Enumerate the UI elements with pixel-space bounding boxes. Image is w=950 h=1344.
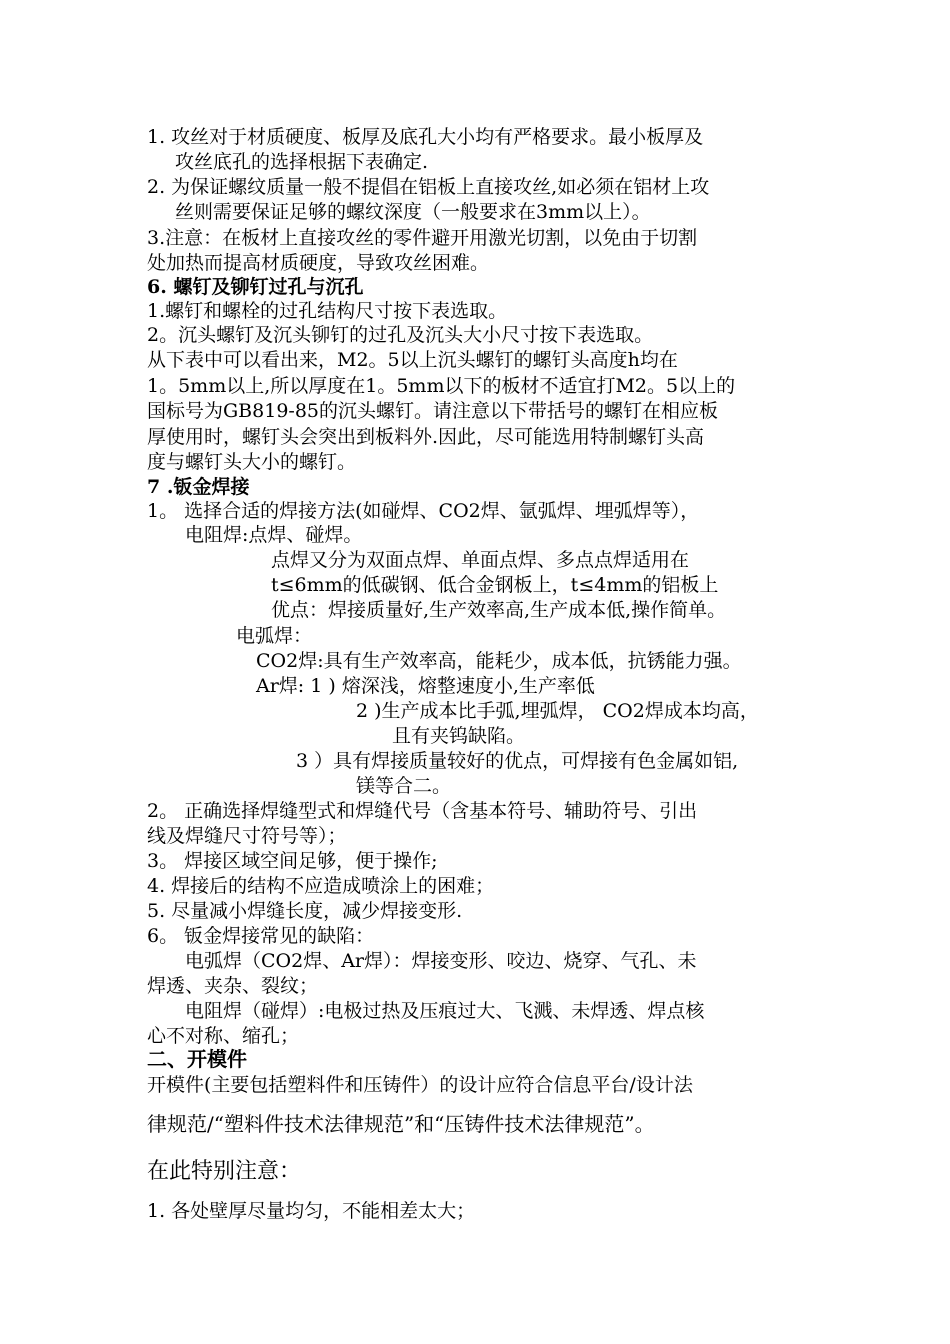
text-line: 且有夹钨缺陷。 xyxy=(392,725,526,747)
text-line: 5. 尽量减小焊缝长度，减少焊接变形. xyxy=(147,900,463,922)
text-line: 电弧焊（CO2焊、Ar焊）：焊接变形、咬边、烧穿、气孔、未 xyxy=(185,950,697,972)
text-line: 度与螺钉头大小的螺钉。 xyxy=(147,451,357,473)
text-line: 2。 正确选择焊缝型式和焊缝代号（含基本符号、辅助符号、引出 xyxy=(147,800,698,822)
text-line: 1。5mm以上,所以厚度在1。5mm以下的板材不适宜打M2。5以上的 xyxy=(147,375,736,397)
text-line: 丝则需要保证足够的螺纹深度（一般要求在3mm以上）。 xyxy=(175,201,651,223)
text-line: 1.螺钉和螺栓的过孔结构尺寸按下表选取。 xyxy=(147,300,508,322)
text-line: 4. 焊接后的结构不应造成喷涂上的困难； xyxy=(147,875,495,897)
text-line: Ar焊: 1 ) 熔深浅，熔整速度小,生产率低 xyxy=(256,675,595,697)
text-line: 3.注意：在板材上直接攻丝的零件避开用激光切割，以免由于切割 xyxy=(147,227,698,249)
text-line: 线及焊缝尺寸符号等）； xyxy=(147,825,347,847)
text-line: 2 )生产成本比手弧,埋弧焊， CO2焊成本均高， xyxy=(356,700,759,722)
text-line: 6。 钣金焊接常见的缺陷： xyxy=(147,925,375,947)
text-line: 镁等合二。 xyxy=(356,775,452,797)
text-line: CO2焊:具有生产效率高，能耗少，成本低，抗锈能力强。 xyxy=(256,650,742,672)
text-line: t≤6mm的低碳钢、低合金钢板上，t≤4mm的铝板上 xyxy=(271,574,719,596)
text-line: 1. 各处壁厚尽量均匀，不能相差太大； xyxy=(147,1200,476,1222)
text-line: 优点：焊接质量好,生产效率高,生产成本低,操作简单。 xyxy=(271,599,727,621)
text-line: 国标号为GB819-85的沉头螺钉。请注意以下带括号的螺钉在相应板 xyxy=(147,400,719,422)
text-line: 电弧焊： xyxy=(236,625,313,647)
text-line: 厚使用时，螺钉头会突出到板料外.因此，尽可能选用特制螺钉头高 xyxy=(147,426,705,448)
text-line: 律规范/“塑料件技术法律规范”和“压铸件技术法律规范”。 xyxy=(147,1112,655,1136)
text-line: 心不对称、缩孔； xyxy=(147,1025,300,1047)
text-line: 从下表中可以看出来，M2。5以上沉头螺钉的螺钉头高度h均在 xyxy=(147,349,678,371)
text-line: 3。 焊接区域空间足够，便于操作; xyxy=(147,850,438,872)
text-line: 在此特别注意： xyxy=(147,1159,302,1184)
section-heading: 7 .钣金焊接 xyxy=(147,476,250,498)
text-line: 处加热而提高材质硬度，导致攻丝困难。 xyxy=(147,252,490,274)
text-line: 3 ）具有焊接质量较好的优点，可焊接有色金属如铝, xyxy=(296,750,739,772)
text-line: 攻丝底孔的选择根据下表确定. xyxy=(175,151,429,173)
section-heading: 6. 螺钉及铆钉过孔与沉孔 xyxy=(147,276,364,298)
text-line: 焊透、夹杂、裂纹； xyxy=(147,975,319,997)
text-line: 开模件(主要包括塑料件和压铸件）的设计应符合信息平台/设计法 xyxy=(147,1074,693,1096)
text-line: 电阻焊（碰焊）:电极过热及压痕过大、飞溅、未焊透、焊点核 xyxy=(185,1000,705,1022)
text-line: 点焊又分为双面点焊、单面点焊、多点点焊适用在 xyxy=(271,549,690,571)
text-line: 2. 为保证螺纹质量一般不提倡在铝板上直接攻丝,如必须在铝材上攻 xyxy=(147,176,710,198)
text-line: 2。沉头螺钉及沉头铆钉的过孔及沉头大小尺寸按下表选取。 xyxy=(147,324,654,346)
text-line: 1。 选择合适的焊接方法(如碰焊、CO2焊、氩弧焊、埋弧焊等）， xyxy=(147,500,700,522)
text-line: 电阻焊:点焊、碰焊。 xyxy=(185,524,363,546)
text-line: 1. 攻丝对于材质硬度、板厚及底孔大小均有严格要求。最小板厚及 xyxy=(147,126,704,148)
section-heading: 二、开模件 xyxy=(147,1047,247,1071)
